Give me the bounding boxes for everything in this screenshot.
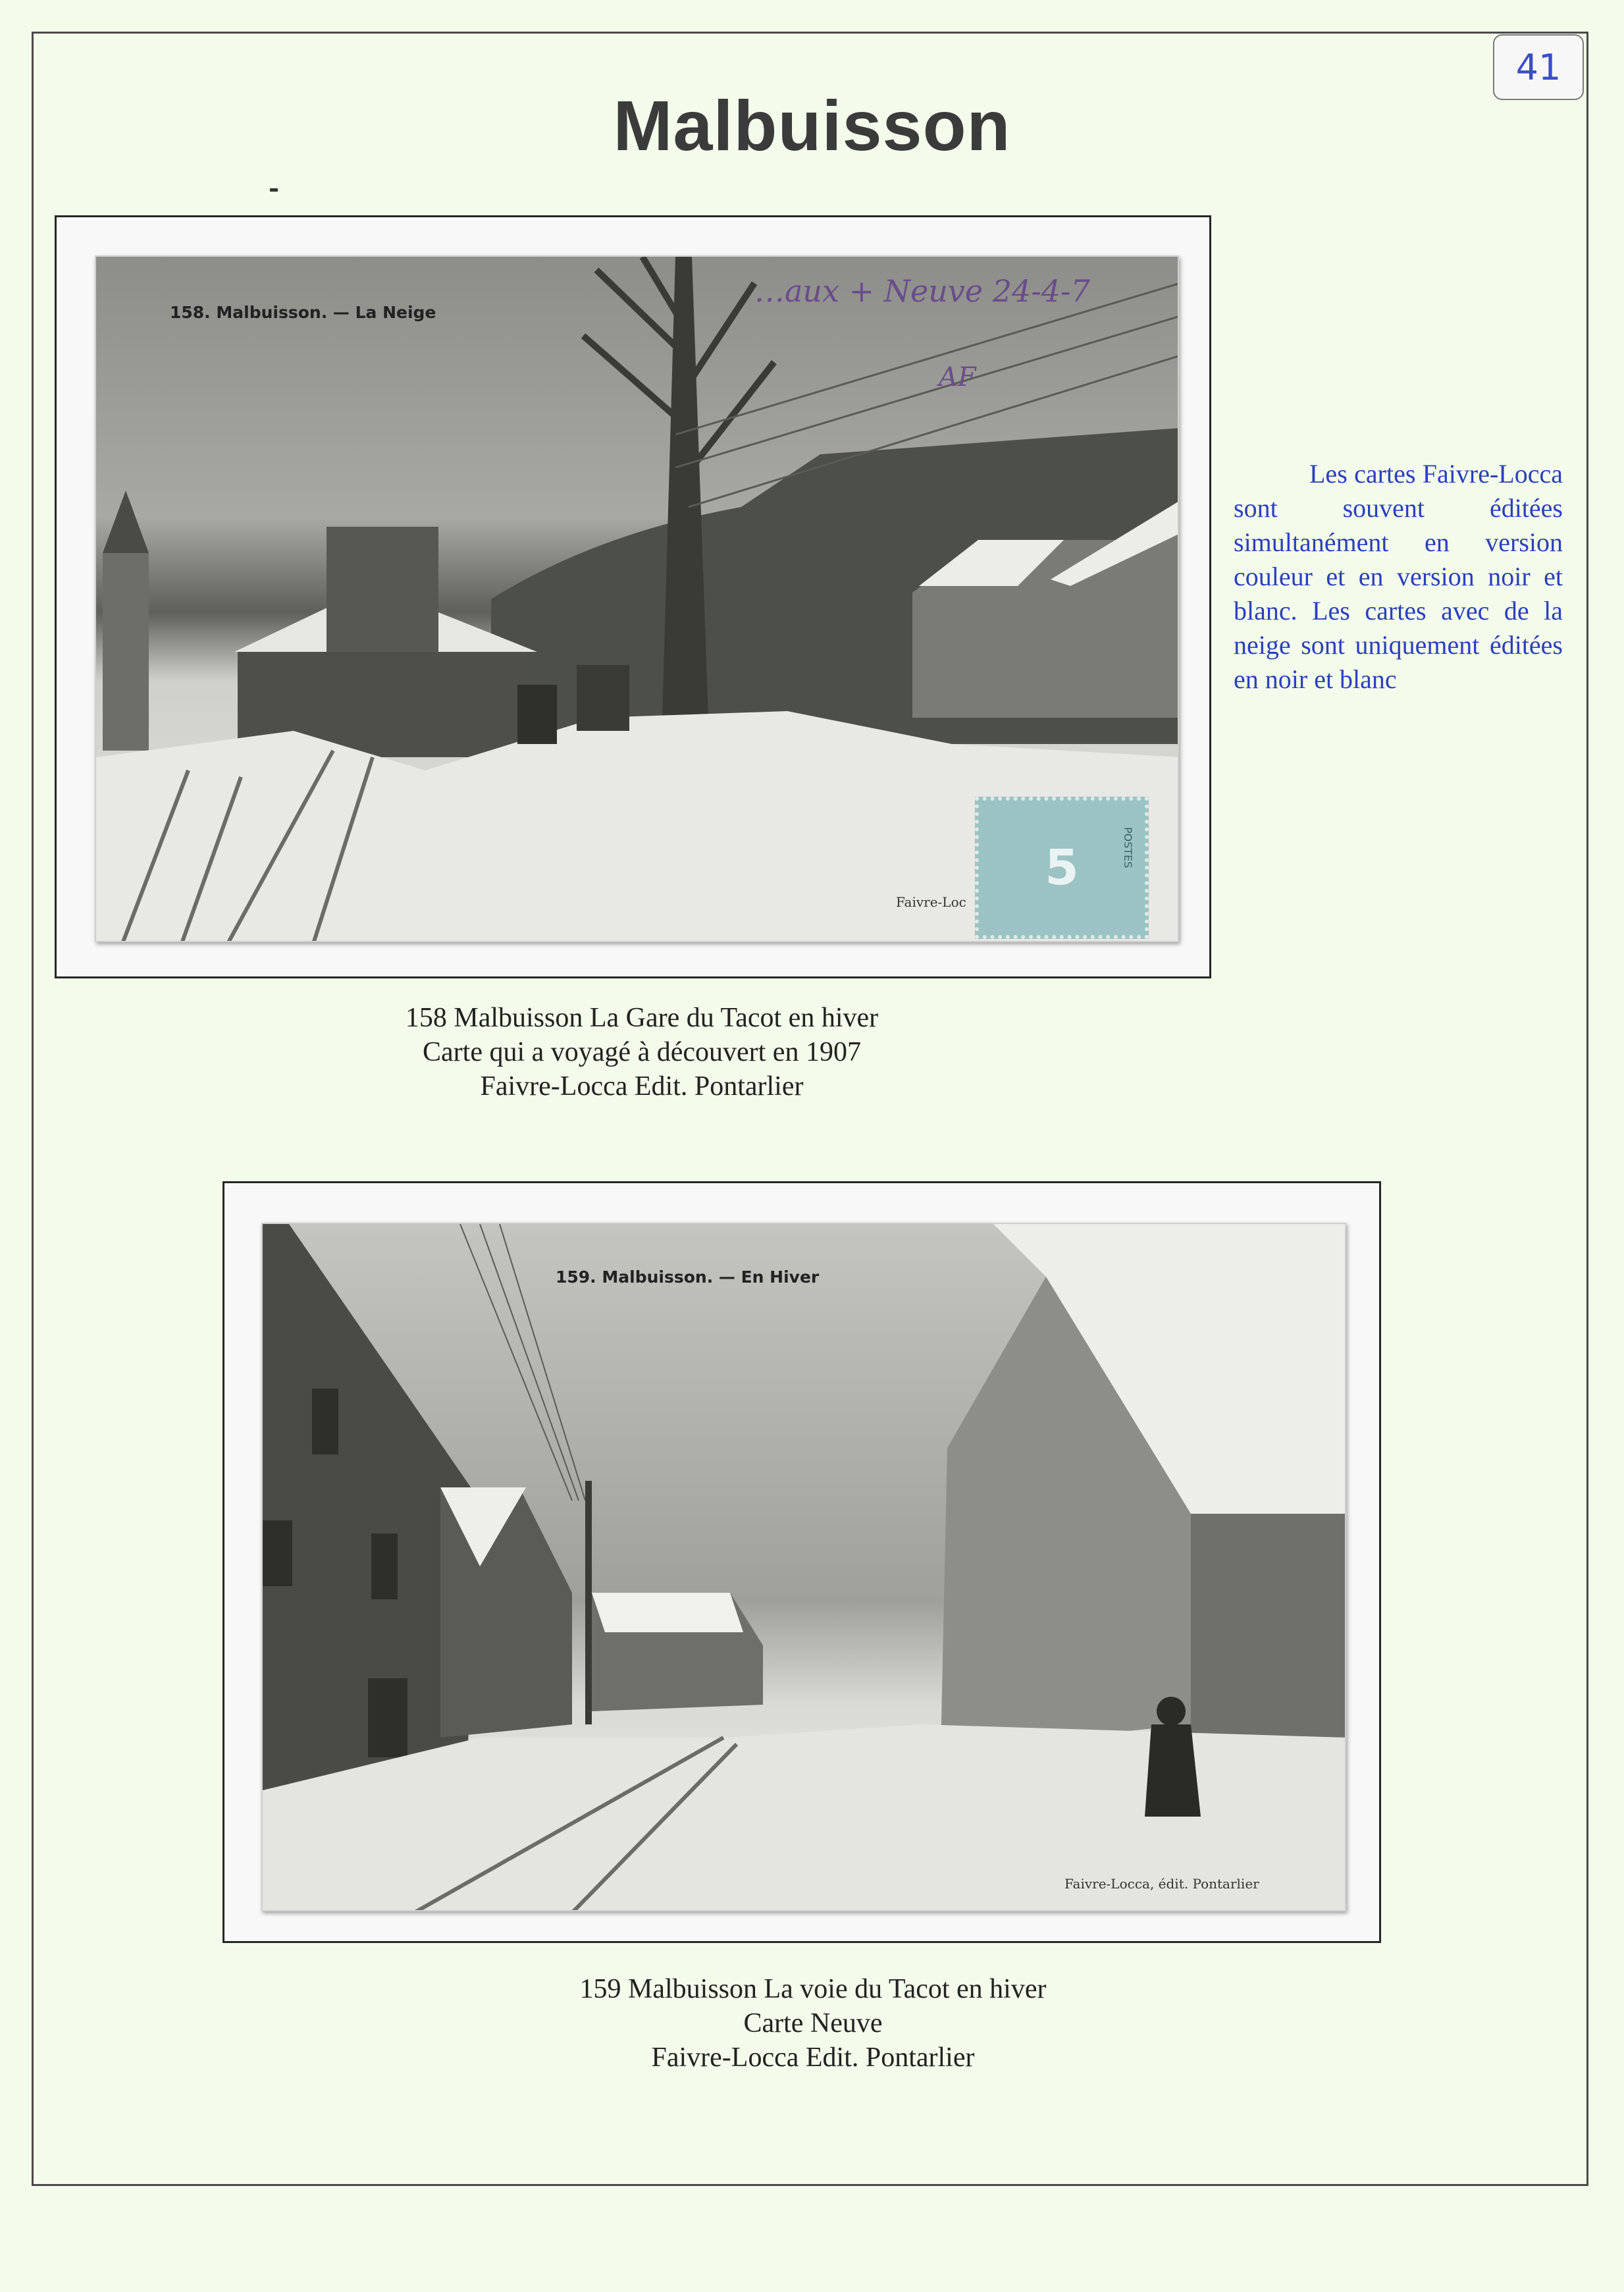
postcard-mount-159 bbox=[223, 1181, 1381, 1943]
postcard-caption-158 bbox=[250, 1001, 1034, 1104]
postcard-caption-159 bbox=[395, 1972, 1231, 2075]
publisher-mark-158: Faivre-Loc bbox=[896, 894, 966, 910]
stray-mark bbox=[270, 188, 278, 192]
postage-stamp bbox=[975, 797, 1149, 939]
caption-line: Faivre-Locca Edit. Pontarlier bbox=[480, 1071, 804, 1102]
winter-street-scene bbox=[263, 1224, 1346, 1911]
page-number: 41 bbox=[1493, 34, 1584, 100]
stamp-value: 5 bbox=[1045, 840, 1079, 896]
collector-note: Les cartes Faivre-Locca sont souvent éditées simultanément en version couleur et en version noir et blanc. Les cartes avec de la neige sont uniquement éditées en noir et blanc bbox=[1234, 459, 1563, 694]
caption-line: Carte qui a voyagé à découvert en 1907 bbox=[423, 1037, 861, 1067]
postcard-heading-159: 159. Malbuisson. — En Hiver bbox=[556, 1267, 820, 1287]
handwritten-annotation-line2: AF bbox=[939, 362, 976, 392]
caption-line: Carte Neuve bbox=[743, 2008, 883, 2039]
page-title: Malbuisson bbox=[613, 86, 1011, 165]
postcard-photo-158 bbox=[95, 255, 1179, 942]
caption-line: 158 Malbuisson La Gare du Tacot en hiver bbox=[405, 1003, 879, 1033]
publisher-mark-159: Faivre-Locca, édit. Pontarlier bbox=[1064, 1876, 1259, 1892]
postcard-mount-158 bbox=[55, 215, 1211, 978]
postcard-photo-159 bbox=[261, 1223, 1346, 1911]
stamp-label: POSTES bbox=[1122, 827, 1134, 868]
caption-line: Faivre-Locca Edit. Pontarlier bbox=[651, 2042, 975, 2073]
caption-line: 159 Malbuisson La voie du Tacot en hiver bbox=[579, 1974, 1047, 2004]
postcard-heading-158: 158. Malbuisson. — La Neige bbox=[170, 303, 436, 322]
handwritten-annotation-line1: …aux + Neuve 24-4-7 bbox=[754, 273, 1090, 309]
